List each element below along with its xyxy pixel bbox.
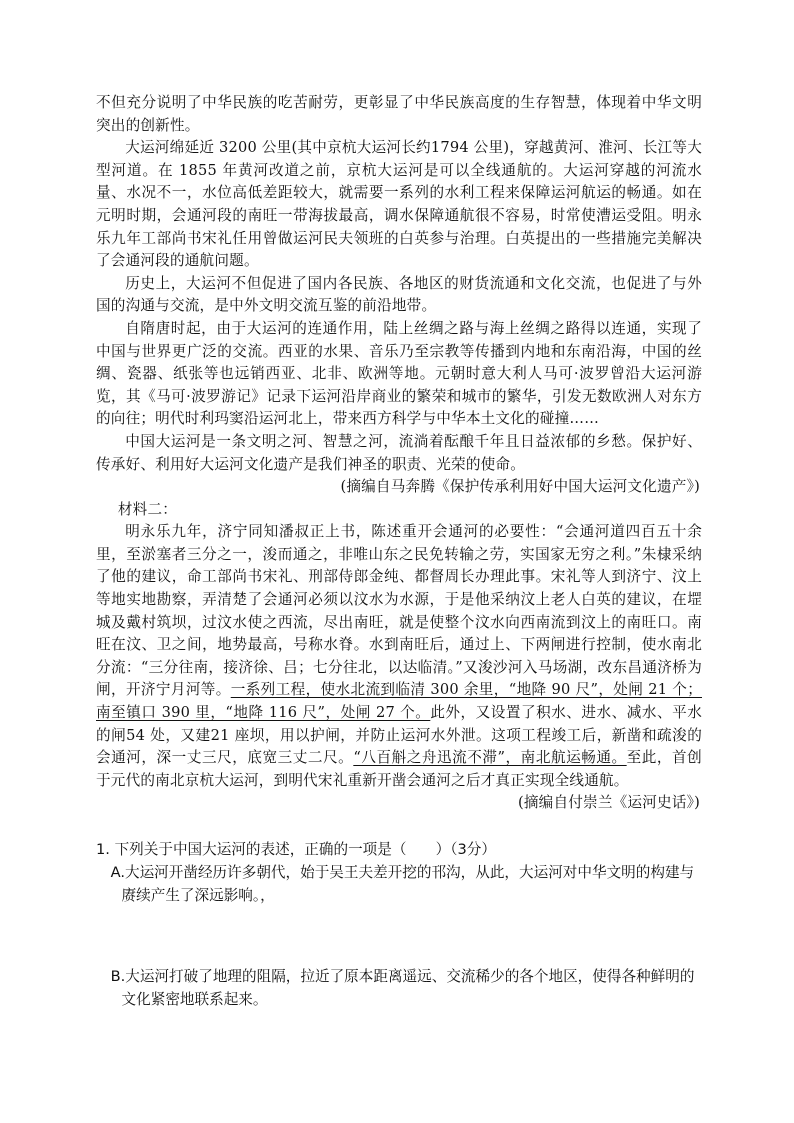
- paragraph-1: 大运河绵延近 3200 公里(其中京杭大运河长约1794 公里)，穿越黄河、淮河、长江等大型河道。在 1855 年黄河改道之前，京杭大运河是可以全线通航的。大运河穿越的河流水量、水况不一，水位高低差距较大，就需要一系列的水利工程来保障运河航运的畅通。如在元明时期，会通河段的南旺一带海拔最高，调水保障通航很不容易，时常使漕运受阻。明永乐九年工部尚书宋礼任用曾做运河民夫领班的白英参与治理。白英提出的一些措施完美解决了会通河段的通航问题。: [96, 139, 702, 270]
- material-two-text-a: 明永乐九年，济宁同知潘叔正上书，陈述重开会通河的必要性：“会通河道四百五十余里，至淤塞者三分之一，浚而通之，非唯山东之民免转输之劳，实国家无穷之利。”朱棣采纳了他的建议，命工部尚书宋礼、刑部侍郎金纯、都督周长办理此事。宋礼等人到济宁、汶上等地实地勘察，弄清楚了会通河必须以汶水为水源，于是他采纳汶上老人白英的建议，在堽城及戴村筑坝，过汶水使之西流，尽出南旺，就是使整个汶水向西南流到汶上的南旺口。南旺在汶、卫之间，地势最高，号称水脊。水到南旺后，通过上、下两闸进行控制，使水南北分流：“三分往南，接济徐、吕；七分往北，以达临清。”又浚沙河入马场湖，改东昌通济桥为闸，开济宁月河等。: [96, 523, 702, 699]
- material-two-text-c: 至此，首创于元代的南北京杭大运河，到明代宋礼重新开凿会通河之后才真正实现全线通航。: [96, 749, 702, 789]
- paragraph-3: 自隋唐时起，由于大运河的连通作用，陆上丝绸之路与海上丝绸之路得以连通，实现了中国与世界更广泛的交流。西亚的水果、音乐乃至宗教等传播到内地和东南沿海，中国的丝绸、瓷器、纸张等也远销西亚、北非、欧洲等地。元朝时意大利人马可·波罗曾沿大运河游览，其《马可·波罗游记》记录下运河沿岸商业的繁荣和城市的繁华，引发无数欧洲人对东方的向往；明代时利玛窦沿运河北上，带来西方科学与中华本土文化的碰撞……: [96, 319, 702, 428]
- underlined-text-2: “八百斛之舟迅流不滞”，南北航运畅通。: [353, 749, 627, 767]
- question-block: [96, 838, 706, 1011]
- material-two-text-b: 此外，又设置了积水、进水、减水、平水的闸54 处，又建21 座坝，用以护闸，并防止运河水外泄。这项工程竣工后，新凿和疏浚的会通河，深一丈三尺，底宽三丈二尺。: [96, 704, 702, 767]
- source-citation-2: (摘编自付崇兰《运河史话》): [517, 794, 700, 812]
- material-two-heading: 材料二：: [117, 500, 178, 518]
- material-two-paragraph: [96, 521, 702, 792]
- paragraph-2: 历史上，大运河不但促进了国内各民族、各地区的财货流通和文化交流，也促进了与外国的沟通与交流，是中外文明交流互鉴的前沿地带。: [96, 274, 702, 315]
- underlined-text-1: 一系列工程，使水北流到临清 300 余里，“地降 90 尺”，处闸 21 个；南至镇口 390 里，“地降 116 尺”，处闸 27 个。: [96, 681, 702, 722]
- option-b[interactable]: B.大运河打破了地理的阻隔，拉近了原本距离遥远、交流稀少的各个地区，使得各种鲜明的文化紧密地联系起来。: [110, 968, 695, 1008]
- paragraph-0: 不但充分说明了中华民族的吃苦耐劳，更彰显了中华民族高度的生存智慧，体现着中华文明突出的创新性。: [96, 94, 702, 134]
- question-stem: 1. 下列关于中国大运河的表述，正确的一项是（ ）（3分）: [96, 841, 496, 858]
- option-a[interactable]: A.大运河开凿经历许多朝代，始于吴王夫差开挖的邗沟，从此，大运河对中华文明的构建与赓续产生了深远影响。，: [110, 864, 695, 904]
- paragraph-4: 中国大运河是一条文明之河、智慧之河，流淌着酝酿千年且日益浓郁的乡愁。保护好、传承好、利用好大运河文化遗产是我们神圣的职责、光荣的使命。: [96, 432, 702, 473]
- source-citation-1: (摘编自马奔腾《保护传承利用好中国大运河文化遗产》): [340, 478, 700, 496]
- article-body: [96, 92, 702, 815]
